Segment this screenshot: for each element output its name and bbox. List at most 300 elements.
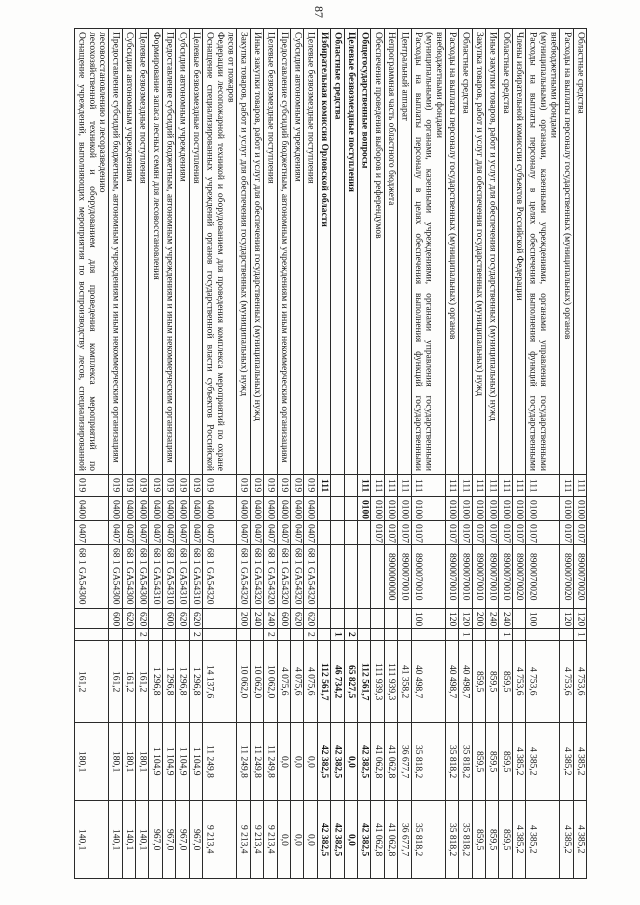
table-row [345, 29, 358, 879]
amount-year-3: 140,1 [109, 801, 121, 879]
section-code: 0400 [291, 497, 303, 521]
section-code: 0100 [398, 497, 410, 521]
grbs-code: 019 [237, 475, 249, 497]
amount-year-3: 140,1 [123, 801, 135, 879]
target-article-code: 68 1 GA54320 [264, 545, 276, 609]
table-row [371, 29, 384, 879]
amount-year-3: 9 213,4 [264, 801, 276, 879]
source-code [278, 629, 290, 641]
amount-year-2: 35 818,2 [459, 723, 471, 801]
table-row [385, 29, 398, 879]
grbs-code: 111 [473, 475, 485, 497]
section-code: 0100 [358, 497, 370, 521]
amount-year-3: 9 213,4 [251, 801, 263, 879]
section-code: 0400 [304, 497, 316, 521]
target-article-code: 8900070010 [459, 545, 471, 609]
amount-year-1: 10 062,0 [251, 641, 263, 723]
grbs-code: 111 [486, 475, 498, 497]
subsection-code: 0407 [251, 521, 263, 545]
row-name: Избирательная комиссия Орловской области [318, 29, 330, 475]
subsection-code: 0107 [446, 521, 458, 545]
row-name: Расходы на выплаты персоналу в целях обеспечения выполнения функций государственными (муниципальными) органами, казенными учреждениями, органами управления государственными внебюджетными фондами [412, 29, 445, 475]
amount-year-3: 35 818,2 [459, 801, 471, 879]
amount-year-2: 4 385,2 [513, 723, 525, 801]
expense-type-code: 600 [109, 609, 121, 629]
amount-year-2: 36 677,7 [398, 723, 410, 801]
amount-year-1: 1 296,8 [176, 641, 188, 723]
target-article-code: 8900070020 [526, 545, 559, 609]
amount-year-2: 4 385,2 [560, 723, 572, 801]
amount-year-3: 4 385,2 [526, 801, 559, 879]
source-code: 2 [190, 629, 202, 641]
table-row [190, 29, 203, 879]
amount-year-2: 1 104,9 [163, 723, 175, 801]
amount-year-1: 1 296,8 [149, 641, 161, 723]
source-code: 1 [459, 629, 471, 641]
amount-year-1: 161,2 [123, 641, 135, 723]
amount-year-3: 0,0 [278, 801, 290, 879]
grbs-code: 019 [190, 475, 202, 497]
table-row [75, 29, 109, 879]
section-code: 0100 [560, 497, 572, 521]
amount-year-2: 1 104,9 [176, 723, 188, 801]
expense-type-code [318, 609, 330, 629]
subsection-code: 0407 [237, 521, 249, 545]
amount-year-2: 859,5 [473, 723, 485, 801]
amount-year-1: 4 075,6 [304, 641, 316, 723]
amount-year-3: 42 382,5 [331, 801, 343, 879]
target-article-code [358, 545, 370, 609]
subsection-code: 0407 [304, 521, 316, 545]
target-article-code: 68 1 GA54320 [251, 545, 263, 609]
section-code: 0400 [123, 497, 135, 521]
section-code: 0400 [190, 497, 202, 521]
row-name: Целевые безвозмездные поступления [136, 29, 148, 475]
section-code: 0100 [499, 497, 511, 521]
table-row [560, 29, 573, 879]
expense-type-code: 240 [264, 609, 276, 629]
expense-type-code [331, 609, 343, 629]
section-code: 0100 [412, 497, 445, 521]
table-row [304, 29, 317, 879]
amount-year-2: 42 382,5 [318, 723, 330, 801]
section-code: 0400 [109, 497, 121, 521]
page-number: 87 [312, 6, 326, 18]
table-row [526, 29, 560, 879]
source-code [291, 629, 303, 641]
expense-type-code: 120 [574, 609, 586, 629]
amount-year-3: 967,0 [176, 801, 188, 879]
row-name: Целевые безвозмездные поступления [264, 29, 276, 475]
expense-type-code [513, 609, 525, 629]
expense-type-code: 600 [163, 609, 175, 629]
amount-year-2: 11 249,8 [203, 723, 236, 801]
subsection-code: 0107 [486, 521, 498, 545]
grbs-code: 111 [459, 475, 471, 497]
section-code: 0400 [136, 497, 148, 521]
source-code [203, 629, 236, 641]
section-code: 0400 [203, 497, 236, 521]
table-row [412, 29, 446, 879]
subsection-code: 0107 [385, 521, 397, 545]
grbs-code: 019 [304, 475, 316, 497]
row-name: Центральный аппарат [398, 29, 410, 475]
section-code: 0400 [163, 497, 175, 521]
target-article-code: 68 1 GA54320 [304, 545, 316, 609]
source-code: 1 [331, 629, 343, 641]
source-code [385, 629, 397, 641]
table-row [123, 29, 136, 879]
row-name: Субсидии автономным учреждениям [176, 29, 188, 475]
subsection-code: 0407 [136, 521, 148, 545]
row-name: Непрограммная часть областного бюджета [385, 29, 397, 475]
row-name: Иные закупки товаров, работ и услуг для обеспечения государственных (муниципальных) нужд [486, 29, 498, 475]
target-article-code: 68 1 GA54320 [203, 545, 236, 609]
target-article-code: 68 1 GA54310 [176, 545, 188, 609]
section-code: 0100 [574, 497, 586, 521]
grbs-code [345, 475, 357, 497]
amount-year-2: 180,1 [123, 723, 135, 801]
amount-year-1: 859,5 [499, 641, 511, 723]
source-code [237, 629, 249, 641]
table-row [398, 29, 411, 879]
table-row [446, 29, 459, 879]
source-code [75, 629, 108, 641]
expense-type-code [75, 609, 108, 629]
table-row [163, 29, 176, 879]
row-name: Областные средства [459, 29, 471, 475]
source-code [123, 629, 135, 641]
source-code: 2 [264, 629, 276, 641]
target-article-code: 68 1 GA54320 [278, 545, 290, 609]
amount-year-3: 42 382,5 [318, 801, 330, 879]
expense-type-code [371, 609, 383, 629]
grbs-code: 019 [109, 475, 121, 497]
amount-year-2: 0,0 [304, 723, 316, 801]
subsection-code: 0107 [371, 521, 383, 545]
subsection-code: 0407 [163, 521, 175, 545]
subsection-code: 0407 [149, 521, 161, 545]
target-article-code: 68 1 GA54320 [237, 545, 249, 609]
amount-year-2: 1 104,9 [190, 723, 202, 801]
table-row [331, 29, 344, 879]
amount-year-3: 0,0 [345, 801, 357, 879]
target-article-code: 8900070020 [560, 545, 572, 609]
row-name: Субсидии автономным учреждениям [291, 29, 303, 475]
target-article-code: 8900070020 [574, 545, 586, 609]
amount-year-1: 161,2 [109, 641, 121, 723]
amount-year-2: 859,5 [486, 723, 498, 801]
row-name: Оснащение специализированных учреждений органов государственной власти субъектов Российской Федерации лесопожарной техникой и оборудованием для проведения комплекса мероприятий по охране лесов от пожаров [203, 29, 236, 475]
subsection-code: 0407 [123, 521, 135, 545]
amount-year-1: 4 075,6 [278, 641, 290, 723]
amount-year-1: 4 753,6 [513, 641, 525, 723]
expense-type-code [398, 609, 410, 629]
amount-year-1: 40 498,7 [459, 641, 471, 723]
source-code [398, 629, 410, 641]
amount-year-3: 859,5 [486, 801, 498, 879]
subsection-code: 0107 [526, 521, 559, 545]
subsection-code: 0107 [412, 521, 445, 545]
grbs-code: 019 [264, 475, 276, 497]
amount-year-1: 41 358,2 [398, 641, 410, 723]
target-article-code [318, 545, 330, 609]
target-article-code: 8900070010 [412, 545, 445, 609]
amount-year-3: 9 213,4 [237, 801, 249, 879]
table-row [459, 29, 472, 879]
section-code: 0400 [75, 497, 108, 521]
subsection-code: 0407 [176, 521, 188, 545]
grbs-code: 111 [560, 475, 572, 497]
amount-year-2: 11 249,8 [237, 723, 249, 801]
row-name: Целевые безвозмездные поступления [345, 29, 357, 475]
row-name: Целевые безвозмездные поступления [304, 29, 316, 475]
subsection-code: 0407 [109, 521, 121, 545]
section-code: 0100 [513, 497, 525, 521]
amount-year-1: 10 062,0 [264, 641, 276, 723]
row-name: Областные средства [499, 29, 511, 475]
expense-type-code: 200 [473, 609, 485, 629]
source-code: 2 [304, 629, 316, 641]
amount-year-3: 0,0 [291, 801, 303, 879]
expense-type-code: 100 [412, 609, 445, 629]
amount-year-2: 42 382,5 [358, 723, 370, 801]
amount-year-2: 1 104,9 [149, 723, 161, 801]
source-code [358, 629, 370, 641]
row-name: Целевые безвозмездные поступления [190, 29, 202, 475]
section-code: 0400 [251, 497, 263, 521]
section-code: 0400 [149, 497, 161, 521]
table-row [318, 29, 331, 879]
amount-year-2: 41 062,8 [371, 723, 383, 801]
amount-year-3: 859,5 [499, 801, 511, 879]
grbs-code: 019 [278, 475, 290, 497]
grbs-code: 111 [371, 475, 383, 497]
subsection-code: 0407 [278, 521, 290, 545]
expense-type-code: 620 [136, 609, 148, 629]
amount-year-2: 0,0 [278, 723, 290, 801]
table-row [513, 29, 526, 879]
amount-year-2: 4 385,2 [574, 723, 586, 801]
amount-year-1: 111 939,3 [385, 641, 397, 723]
source-code [526, 629, 559, 641]
budget-table [74, 28, 587, 879]
target-article-code [345, 545, 357, 609]
grbs-code: 111 [318, 475, 330, 497]
expense-type-code [203, 609, 236, 629]
table-row [136, 29, 149, 879]
amount-year-3: 35 818,2 [412, 801, 445, 879]
amount-year-3: 4 385,2 [560, 801, 572, 879]
section-code: 0100 [473, 497, 485, 521]
table-row [149, 29, 162, 879]
expense-type-code: 100 [526, 609, 559, 629]
subsection-code [331, 521, 343, 545]
section-code: 0400 [176, 497, 188, 521]
row-name: Расходы на выплаты персоналу государственных (муниципальных) органов [446, 29, 458, 475]
amount-year-2: 180,1 [109, 723, 121, 801]
expense-type-code: 620 [176, 609, 188, 629]
subsection-code: 0107 [398, 521, 410, 545]
section-code: 0100 [385, 497, 397, 521]
table-row [237, 29, 250, 879]
row-name: Расходы на выплаты персоналу в целях обеспечения выполнения функций государственными (муниципальными) органами, казенными учреждениями, органами управления государственными внебюджетными фондами [526, 29, 559, 475]
grbs-code: 111 [398, 475, 410, 497]
amount-year-2: 41 062,8 [385, 723, 397, 801]
table-row [291, 29, 304, 879]
expense-type-code [345, 609, 357, 629]
source-code: 1 [499, 629, 511, 641]
expense-type-code: 240 [499, 609, 511, 629]
section-code: 0100 [486, 497, 498, 521]
row-name: Предоставление субсидий бюджетным, автономным учреждениям и иным некоммерческим организациям [278, 29, 290, 475]
amount-year-2: 11 249,8 [251, 723, 263, 801]
target-article-code: 68 1 GA54310 [149, 545, 161, 609]
source-code [560, 629, 572, 641]
expense-type-code [149, 609, 161, 629]
expense-type-code: 120 [459, 609, 471, 629]
amount-year-1: 40 498,7 [446, 641, 458, 723]
source-code [371, 629, 383, 641]
amount-year-3: 4 385,2 [574, 801, 586, 879]
amount-year-1: 1 296,8 [163, 641, 175, 723]
expense-type-code [358, 609, 370, 629]
section-code: 0100 [446, 497, 458, 521]
target-article-code: 8900070010 [398, 545, 410, 609]
amount-year-3: 9 213,4 [203, 801, 236, 879]
amount-year-1: 112 561,7 [358, 641, 370, 723]
subsection-code: 0407 [75, 521, 108, 545]
row-name: Оснащение учреждений, выполняющих мероприятия по воспроизводству лесов, специализированной лесохозяйственной техникой и оборудованием для проведения комплекса мероприятий по лесовосстановлению и лесоразведению [75, 29, 108, 475]
table-row [203, 29, 237, 879]
source-code: 1 [574, 629, 586, 641]
source-code [412, 629, 445, 641]
amount-year-3: 41 062,8 [385, 801, 397, 879]
amount-year-1: 4 753,6 [560, 641, 572, 723]
target-article-code: 8900070010 [499, 545, 511, 609]
section-code: 0100 [526, 497, 559, 521]
expense-type-code: 620 [291, 609, 303, 629]
amount-year-1: 46 734,2 [331, 641, 343, 723]
amount-year-1: 859,5 [486, 641, 498, 723]
subsection-code: 0107 [560, 521, 572, 545]
grbs-code: 111 [385, 475, 397, 497]
subsection-code: 0107 [459, 521, 471, 545]
amount-year-2: 35 818,2 [412, 723, 445, 801]
target-article-code: 8900070010 [486, 545, 498, 609]
subsection-code: 0407 [203, 521, 236, 545]
subsection-code [318, 521, 330, 545]
source-code [486, 629, 498, 641]
section-code [331, 497, 343, 521]
expense-type-code: 620 [304, 609, 316, 629]
subsection-code: 0407 [190, 521, 202, 545]
grbs-code: 019 [163, 475, 175, 497]
amount-year-1: 40 498,7 [412, 641, 445, 723]
amount-year-2: 0,0 [291, 723, 303, 801]
section-code: 0400 [264, 497, 276, 521]
row-name: Члены избирательной комиссии субъектов Российской Федерации [513, 29, 525, 475]
expense-type-code: 200 [237, 609, 249, 629]
source-code [318, 629, 330, 641]
section-code: 0100 [371, 497, 383, 521]
amount-year-2: 180,1 [75, 723, 108, 801]
table-row [473, 29, 486, 879]
source-code: 2 [345, 629, 357, 641]
source-code: 2 [136, 629, 148, 641]
grbs-code [331, 475, 343, 497]
amount-year-2: 0,0 [345, 723, 357, 801]
grbs-code: 019 [149, 475, 161, 497]
expense-type-code: 600 [278, 609, 290, 629]
source-code [109, 629, 121, 641]
target-article-code: 8900070010 [473, 545, 485, 609]
target-article-code: 68 1 GA54300 [136, 545, 148, 609]
amount-year-1: 859,5 [473, 641, 485, 723]
grbs-code: 111 [499, 475, 511, 497]
row-name: Субсидии автономным учреждениям [123, 29, 135, 475]
expense-type-code: 120 [560, 609, 572, 629]
grbs-code: 111 [412, 475, 445, 497]
grbs-code: 019 [291, 475, 303, 497]
amount-year-3: 967,0 [149, 801, 161, 879]
source-code [176, 629, 188, 641]
target-article-code [331, 545, 343, 609]
target-article-code: 68 1 GA54310 [190, 545, 202, 609]
target-article-code: 8900000000 [385, 545, 397, 609]
amount-year-2: 4 385,2 [526, 723, 559, 801]
amount-year-1: 65 827,5 [345, 641, 357, 723]
amount-year-1: 10 062,0 [237, 641, 249, 723]
row-name: Иные закупки товаров, работ и услуг для обеспечения государственных (муниципальных) нужд [251, 29, 263, 475]
target-article-code: 68 1 GA54300 [75, 545, 108, 609]
amount-year-3: 41 062,8 [371, 801, 383, 879]
source-code [446, 629, 458, 641]
subsection-code: 0407 [264, 521, 276, 545]
amount-year-1: 161,2 [75, 641, 108, 723]
grbs-code: 111 [526, 475, 559, 497]
subsection-code: 0107 [473, 521, 485, 545]
amount-year-3: 4 385,2 [513, 801, 525, 879]
target-article-code: 8900070010 [446, 545, 458, 609]
source-code [149, 629, 161, 641]
amount-year-2: 11 249,8 [264, 723, 276, 801]
row-name: Предоставление субсидий бюджетным, автономным учреждениям и иным некоммерческим организациям [109, 29, 121, 475]
grbs-code: 019 [123, 475, 135, 497]
amount-year-3: 42 382,5 [358, 801, 370, 879]
amount-year-1: 4 075,6 [291, 641, 303, 723]
row-name: Областные средства [574, 29, 586, 475]
section-code: 0400 [278, 497, 290, 521]
expense-type-code: 240 [486, 609, 498, 629]
grbs-code: 111 [574, 475, 586, 497]
row-name: Закупка товаров, работ и услуг для обеспечения государственных (муниципальных) нужд [237, 29, 249, 475]
table-row [358, 29, 371, 879]
target-article-code [371, 545, 383, 609]
table-row [176, 29, 189, 879]
section-code [318, 497, 330, 521]
amount-year-3: 140,1 [75, 801, 108, 879]
source-code [473, 629, 485, 641]
row-name: Областные средства [331, 29, 343, 475]
row-name: Формирование запаса лесных семян для лесовосстановления [149, 29, 161, 475]
grbs-code: 111 [446, 475, 458, 497]
amount-year-1: 1 296,8 [190, 641, 202, 723]
amount-year-1: 161,2 [136, 641, 148, 723]
expense-type-code: 120 [446, 609, 458, 629]
amount-year-3: 859,5 [473, 801, 485, 879]
source-code [163, 629, 175, 641]
